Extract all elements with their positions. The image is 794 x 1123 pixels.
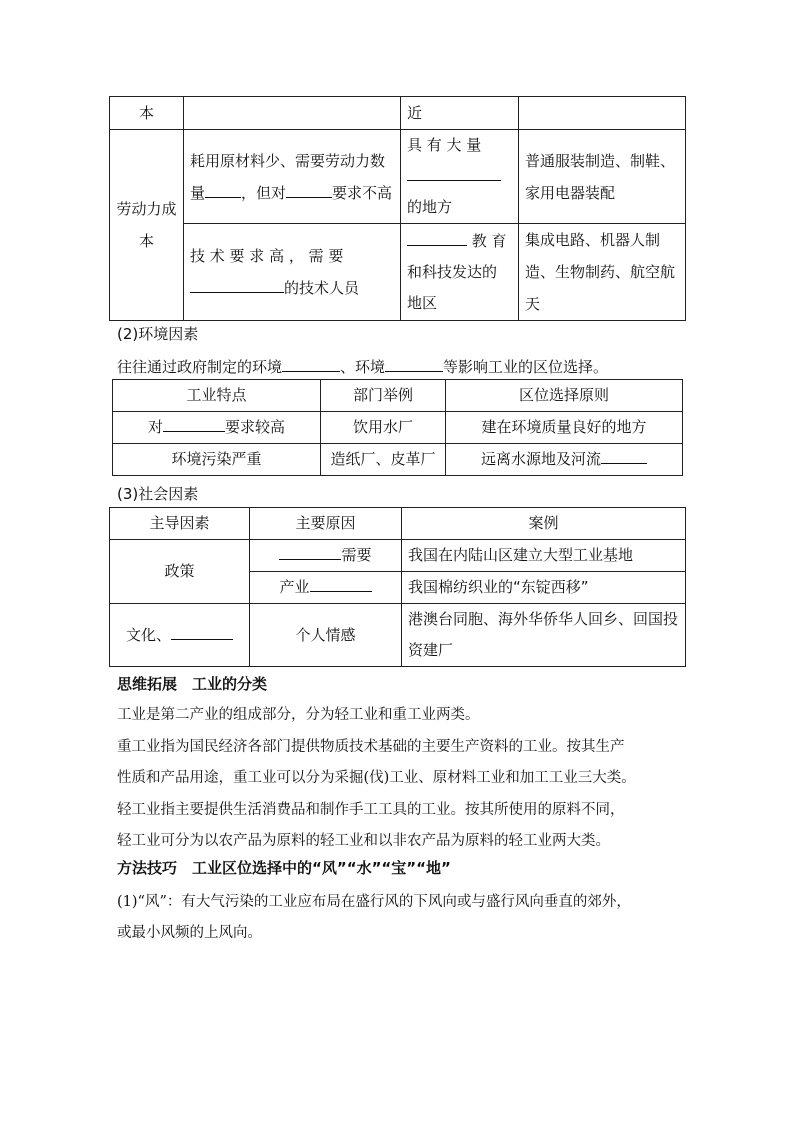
paragraph [117,355,608,377]
cell-text: 的地方 [407,198,453,216]
table-cell [113,412,321,444]
cell-text [190,272,394,304]
table-cell: 我国在内陆山区建立大型工业基地 [402,540,686,572]
table-cell: 我国棉纺织业的“东锭西移” [402,572,686,604]
cell-text: 需要 [341,546,372,564]
column-header: 部门举例 [321,380,446,412]
social-table [109,507,686,667]
cell-text: 要求较高 [225,418,286,436]
labor-cost-table [109,96,686,321]
fill-blank [286,181,332,198]
factor-text: 劳动力成本 [116,200,177,250]
environment-table [112,379,683,476]
table-cell [519,130,686,224]
cell-text: 文化、 [125,625,171,644]
table-cell: 港澳台同胞、海外华侨华人回乡、回国投资建厂 [402,604,686,667]
fill-blank [310,575,372,592]
fill-blank [190,276,284,293]
paragraph: 性质和产品用途，重工业可以分为采掘(伐)工业、原材料工业和加工工业三大类。 [117,770,636,786]
text: 等影响工业的区位选择。 [443,358,609,376]
table-cell: 饮用水厂 [321,412,446,444]
table-cell: 政策 [110,540,250,604]
table-cell [519,97,686,130]
cell-text: 远离水源地及河流 [480,450,601,468]
extension-title: 思维拓展 工业的分类 [117,675,268,693]
method-title: 方法技巧 工业区位选择中的“风”“水”“宝”“地” [117,859,451,877]
cell-text: 产业 [279,578,310,596]
paragraph: 或最小风频的上风向。 [117,925,262,941]
column-header: 主导因素 [110,508,250,540]
table-cell: 造纸厂、皮革厂 [321,444,446,476]
text: 往往通过政府制定的环境 [117,358,283,376]
paragraph: 轻工业指主要提供生活消费品和制作手工工具的工业。按其所使用的原料不同， [117,802,625,818]
cell-text: ，但对 [241,183,287,202]
cell-text [190,177,394,209]
cell-text: 技 术 要 求 高 ， 需 要 [190,247,344,265]
cell-text: 具 有 大 量 [407,136,482,154]
cell-text: 教 育 [471,231,507,250]
table-cell: 个人情感 [250,604,402,667]
paragraph: 工业是第二产业的组成部分，分为轻工业和重工业两类。 [117,707,480,723]
table-cell [446,444,683,476]
cell-text: 地区 [407,293,438,312]
table-cell: 环境污染严重 [113,444,321,476]
fill-blank [407,164,501,181]
table-cell [250,572,402,604]
fill-blank [282,355,340,372]
cell-text [407,161,512,192]
paragraph: (1)“风”：有大气污染的工业应布局在盛行风的下风向或与盛行风向垂直的郊外， [117,894,631,910]
cell-text [407,226,512,257]
table-cell [110,604,250,667]
column-header: 工业特点 [113,380,321,412]
cell-text: 的技术人员 [284,279,360,297]
column-header: 主要原因 [250,508,402,540]
column-header: 区位选择原则 [446,380,683,412]
section-heading: (2)环境因素 [117,325,199,343]
fill-blank [163,415,225,432]
table-cell: 近 [401,97,519,130]
cell-text: 普通服装制造、制鞋、家用电器装配 [525,151,676,202]
cell-text: 集成电路、机器人制造、生物制药、航空航天 [525,231,676,313]
fill-blank [385,355,443,372]
table-cell [401,224,519,321]
factor-label [110,130,184,321]
cell-text: 耗用原材料少、需要劳动力数 [190,151,386,170]
table-cell [184,97,401,130]
table-cell [184,224,401,321]
table-cell [184,130,401,224]
fill-blank [279,543,341,560]
table-cell: 建在环境质量良好的地方 [446,412,683,444]
fill-blank [601,447,647,464]
cell-text: 对 [147,418,163,436]
paragraph: 重工业指为国民经济各部门提供物质技术基础的主要生产资料的工业。按其生产 [117,739,625,755]
table-cell [519,224,686,321]
table-cell: 本 [110,97,184,130]
column-header: 案例 [402,508,686,540]
fill-blank [407,229,467,246]
cell-text: 要求不高 [332,183,393,202]
section-heading: (3)社会因素 [117,485,199,503]
cell-text: 量 [190,183,206,202]
text: 、环境 [340,358,386,376]
fill-blank [205,181,241,198]
fill-blank [171,623,233,640]
table-cell [250,540,402,572]
table-cell [401,130,519,224]
paragraph: 轻工业可分为以农产品为原料的轻工业和以非农产品为原料的轻工业两大类。 [117,833,610,849]
cell-text: 和科技发达的 [407,262,498,281]
